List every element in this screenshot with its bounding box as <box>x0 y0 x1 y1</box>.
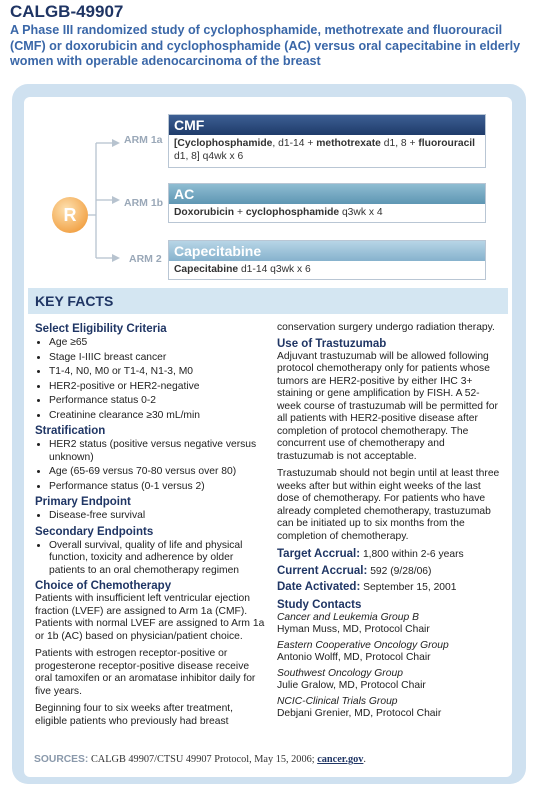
primary-endpoint-heading: Primary Endpoint <box>35 496 131 508</box>
sources-label: SOURCES: <box>34 754 89 765</box>
arm-2-label: ARM 2 <box>129 253 162 265</box>
arm-1a-name: CMF <box>169 115 485 135</box>
secondary-endpoints-heading: Secondary Endpoints <box>35 525 154 538</box>
list-item: • Performance status 0-2 <box>49 395 267 408</box>
list-item: • HER2-positive or HER2-negative <box>49 381 267 394</box>
list-item: • Age (65-69 versus 70-80 versus over 80) <box>49 466 267 479</box>
contact-group: Eastern Cooperative Oncology Group Antonio Wolff, MD, Protocol Chair <box>277 639 449 663</box>
list-item: • Disease-free survival <box>49 510 267 523</box>
trastuzumab-heading: Use of Trastuzumab <box>277 337 387 350</box>
contact-group: NCIC-Clinical Trials Group Debjani Grenier, MD, Protocol Chair <box>277 695 442 719</box>
study-contacts-heading: Study Contacts <box>277 598 362 611</box>
eligibility-heading: Select Eligibility Criteria <box>35 323 167 335</box>
list-item: • Stage I-IIIC breast cancer <box>49 352 267 365</box>
page-subtitle: A Phase III randomized study of cyclophosphamide, methotrexate and fluorouracil (CMF) or doxorubicin and cyclophosphamide (AC) versus oral capecitabine in elderly women with operable adenocarcinoma of the breast <box>10 23 521 68</box>
eligibility-list <box>35 337 267 422</box>
list-item: • HER2 status (positive versus negative versus unknown) <box>49 439 267 464</box>
target-accrual: Target Accrual: 1,800 within 2-6 years <box>277 548 464 560</box>
date-activated: Date Activated: September 15, 2001 <box>277 581 457 593</box>
chemotherapy-paragraph-3-continued: conservation surgery undergo radiation therapy. <box>277 322 495 333</box>
trastuzumab-paragraph-2: Trastuzumab should not begin until at least three weeks after but within eight weeks of the last dose of chemotherapy. For patients who have already completed chemotherapy, trastuzumab can be initiated up to six months from the completion of chemotherapy. <box>277 468 500 542</box>
arm-1b-regimen: Doxorubicin + cyclophosphamide q3wk x 4 <box>174 207 383 218</box>
arm-2-name: Capecitabine <box>169 241 485 261</box>
arm-1a-box <box>168 114 486 168</box>
contact-group: Southwest Oncology Group Julie Gralow, MD, Protocol Chair <box>277 667 426 691</box>
page-title: CALGB-49907 <box>10 2 124 21</box>
arm-2-regimen: Capecitabine d1-14 q3wk x 6 <box>174 264 311 275</box>
contact-group: Cancer and Leukemia Group B Hyman Muss, MD, Protocol Chair <box>277 611 430 635</box>
list-item: • Creatinine clearance ≥30 mL/min <box>49 410 267 423</box>
sources-text: CALGB 49907/CTSU 49907 Protocol, May 15, 2006; <box>90 754 318 765</box>
list-item: • Performance status (0-1 versus 2) <box>49 481 267 494</box>
arm-1a-regimen: [Cyclophosphamide, d1-14 + methotrexate d1, 8 + fluorouracil d1, 8] q4wk x 6 <box>174 138 476 162</box>
arm-1b-label: ARM 1b <box>124 197 164 209</box>
stratification-list <box>35 439 267 493</box>
list-item: • T1-4, N0, M0 or T1-4, N1-3, M0 <box>49 366 267 379</box>
key-facts-header: KEY FACTS <box>28 288 508 314</box>
list-item: • Overall survival, quality of life and physical function, toxicity and adherence by older patients to an oral chemotherapy regimen <box>49 540 267 578</box>
key-facts-right-column <box>277 322 503 721</box>
current-accrual: Current Accrual: 592 (9/28/06) <box>277 564 432 577</box>
sources-line: SOURCES: CALGB 49907/CTSU 49907 Protocol, May 15, 2006; cancer.gov. <box>34 754 366 765</box>
sources-link[interactable]: cancer.gov <box>317 754 364 765</box>
chemotherapy-heading: Choice of Chemotherapy <box>35 580 172 592</box>
randomization-badge: R <box>52 197 88 233</box>
arm-2-box <box>168 240 486 280</box>
stratification-heading: Stratification <box>35 425 106 437</box>
arm-1b-name: AC <box>169 184 485 204</box>
key-facts-left-column <box>35 322 267 733</box>
chemotherapy-paragraph-2: Patients with estrogen receptor-positive or progesterone receptor-positive disease receive oral tamoxifen or an aromatase inhibitor daily for five years. <box>35 648 256 697</box>
arm-1a-label: ARM 1a <box>124 134 163 146</box>
chemotherapy-paragraph-3: Beginning four to six weeks after treatment, eligible patients who previously had breast <box>35 703 234 727</box>
primary-endpoint-list <box>35 510 267 523</box>
chemotherapy-paragraph-1: Patients with insufficient left ventricular ejection fraction (LVEF) are assigned to Arm 1a (CMF). Patients with normal LVEF are assigned to Arm 1a or 1b (AC) based on physician/patient choice. <box>35 593 265 642</box>
trastuzumab-paragraph-1: Adjuvant trastuzumab will be allowed following protocol chemotherapy only for patients whose tumors are HER2-positive by either IHC 3+ staining or gene amplification by FISH. A 52-week course of trastuzumab will be permitted for all patients with HER2-positive disease after completion of protocol chemotherapy. The concurrent use of chemotherapy and trastuzumab is not acceptable. <box>277 350 498 462</box>
secondary-endpoints-list <box>35 540 267 578</box>
list-item: • Age ≥65 <box>49 337 267 350</box>
arm-1b-box <box>168 183 486 223</box>
